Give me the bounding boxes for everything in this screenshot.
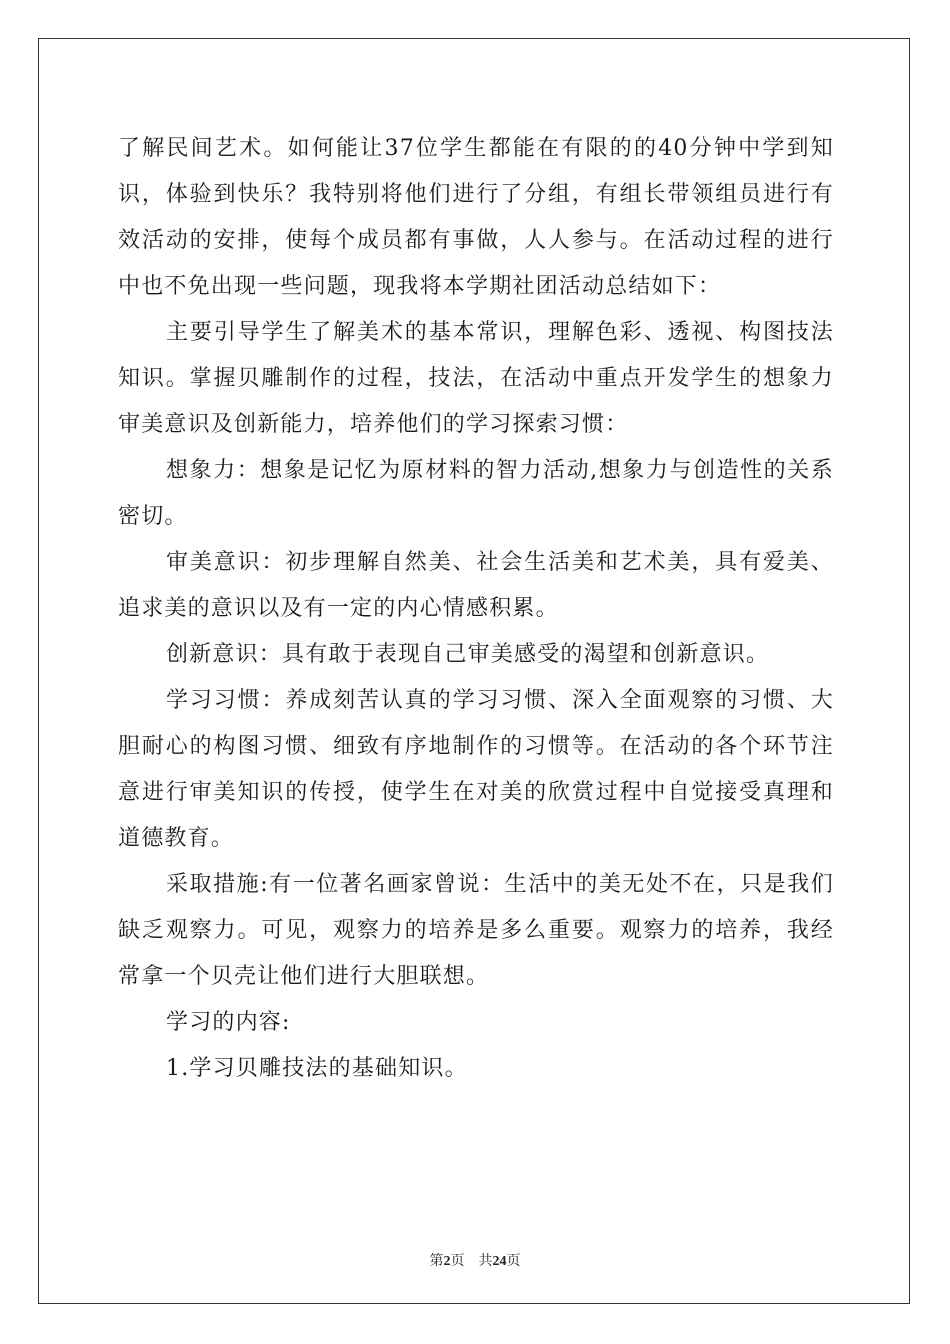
footer-page-unit: 页 bbox=[450, 1254, 465, 1269]
page-footer bbox=[0, 1250, 950, 1270]
paragraph-8: 学习的内容: bbox=[166, 1010, 291, 1035]
footer-total-unit: 页 bbox=[506, 1254, 521, 1269]
paragraph-7: 采取措施:有一位著名画家曾说：生活中的美无处不在，只是我们缺乏观察力。可见，观察力的培养是多么重要。观察力的培养，我经常拿一个贝壳让他们进行大胆联想。 bbox=[118, 872, 834, 989]
paragraph-3: 想象力：想象是记忆为原材料的智力活动,想象力与创造性的关系密切。 bbox=[118, 458, 834, 529]
paragraph-1: 了解民间艺术。如何能让37位学生都能在有限的的40分钟中学到知识，体验到快乐？我特别将他们进行了分组，有组长带领组员进行有效活动的安排，使每个成员都有事做，人人参与。在活动过程的进行中也不免出现一些问题，现我将本学期社团活动总结如下： bbox=[118, 136, 834, 299]
current-page-number: 2 bbox=[443, 1254, 451, 1269]
paragraph-5: 创新意识：具有敢于表现自己审美感受的渴望和创新意识。 bbox=[166, 642, 770, 667]
paragraph-6: 学习习惯：养成刻苦认真的学习习惯、深入全面观察的习惯、大胆耐心的构图习惯、细致有序地制作的习惯等。在活动的各个环节注意进行审美知识的传授，使学生在对美的欣赏过程中自觉接受真理和道德教育。 bbox=[118, 688, 834, 851]
total-pages-number: 24 bbox=[492, 1254, 507, 1269]
document-body bbox=[118, 126, 834, 1092]
paragraph-2: 主要引导学生了解美术的基本常识，理解色彩、透视、构图技法知识。掌握贝雕制作的过程，技法，在活动中重点开发学生的想象力审美意识及创新能力，培养他们的学习探索习惯： bbox=[118, 320, 834, 437]
paragraph-4: 审美意识：初步理解自然美、社会生活美和艺术美，具有爱美、追求美的意识以及有一定的内心情感积累。 bbox=[118, 550, 834, 621]
paragraph-9: 1.学习贝雕技法的基础知识。 bbox=[166, 1056, 468, 1081]
footer-prefix: 第 bbox=[429, 1254, 444, 1269]
footer-total-prefix: 共 bbox=[478, 1254, 493, 1269]
